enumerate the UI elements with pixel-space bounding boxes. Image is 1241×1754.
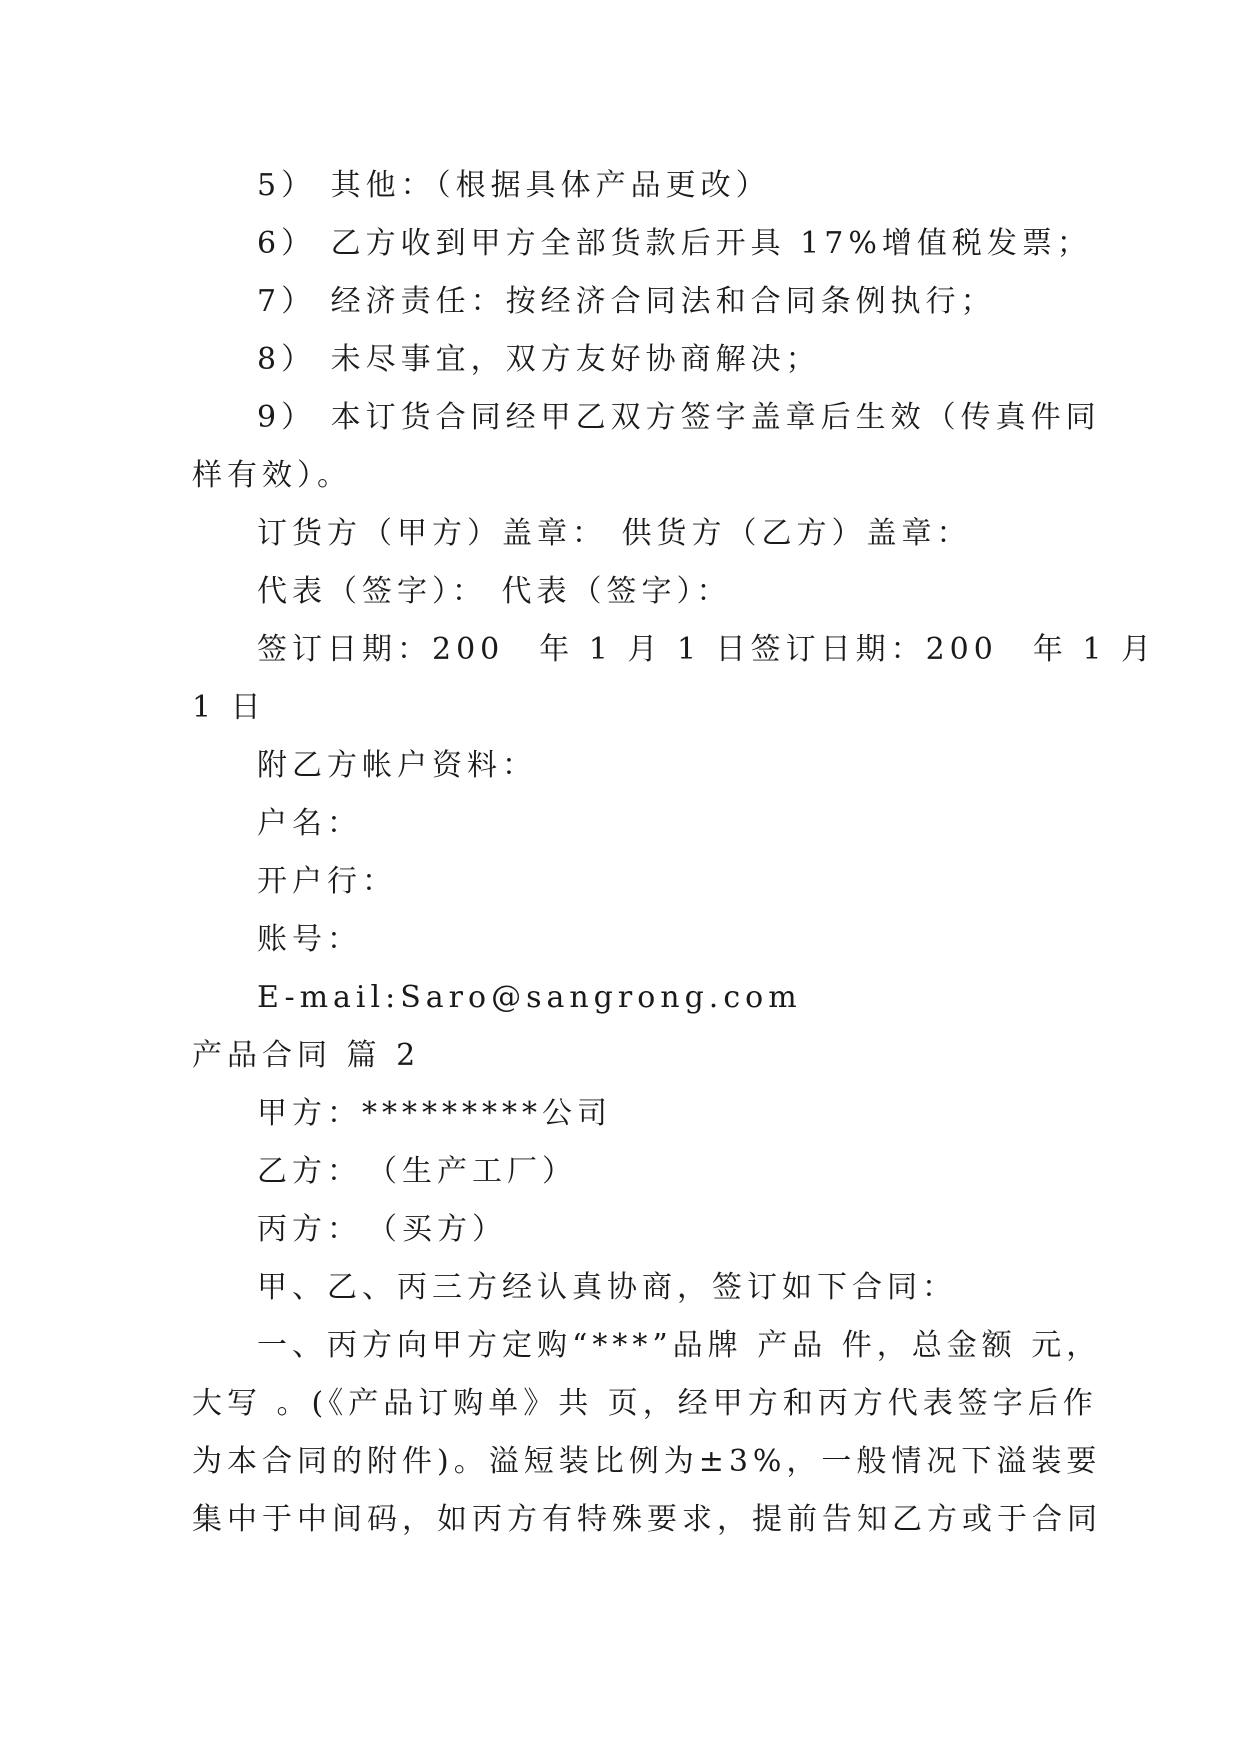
account-name: 户名： bbox=[257, 806, 362, 841]
seal-line: 订货方（甲方）盖章： 供货方（乙方）盖章： bbox=[257, 516, 972, 551]
email-line: E-mail:Saro@sangrong.com bbox=[257, 980, 802, 1015]
account-number: 账号： bbox=[257, 922, 362, 957]
account-info-heading: 附乙方帐户资料： bbox=[257, 748, 537, 783]
agreement-intro: 甲、乙、丙三方经认真协商，签订如下合同： bbox=[257, 1270, 957, 1305]
party-c: 丙方： （买方） bbox=[257, 1212, 507, 1247]
signature-line: 代表（签字）： 代表（签字）： bbox=[257, 574, 732, 609]
clause-7: 7） 经济责任：按经济合同法和合同条例执行； bbox=[257, 284, 996, 319]
clause-1-line-4: 集中于中间码，如丙方有特殊要求，提前告知乙方或于合同 bbox=[192, 1502, 1102, 1537]
clause-8: 8） 未尽事宜，双方友好协商解决； bbox=[257, 342, 821, 377]
clause-1-line-1: 一、丙方向甲方定购“***”品牌 产品 件，总金额 元， bbox=[257, 1328, 1102, 1363]
clause-9-continued: 样有效）。 bbox=[192, 458, 352, 493]
signing-date-continued: 1 日 bbox=[192, 690, 266, 725]
section-heading: 产品合同 篇 2 bbox=[192, 1038, 421, 1073]
clause-9: 9） 本订货合同经甲乙双方签字盖章后生效（传真件同 bbox=[257, 400, 1101, 435]
account-bank: 开户行： bbox=[257, 864, 397, 899]
clause-1-line-3: 为本合同的附件)。溢短装比例为±3%，一般情况下溢装要 bbox=[192, 1444, 1102, 1479]
clause-1-line-2: 大写 。(《产品订购单》共 页，经甲方和丙方代表签字后作 bbox=[192, 1386, 1098, 1421]
party-a: 甲方：*********公司 bbox=[257, 1096, 612, 1131]
clause-6: 6） 乙方收到甲方全部货款后开具 17%增值税发票； bbox=[257, 226, 1092, 261]
party-b: 乙方： （生产工厂） bbox=[257, 1154, 577, 1189]
signing-date-line: 签订日期：200 年 1 月 1 日签订日期：200 年 1 月 bbox=[257, 632, 1156, 667]
clause-5: 5） 其他：（根据具体产品更改） bbox=[257, 168, 771, 203]
